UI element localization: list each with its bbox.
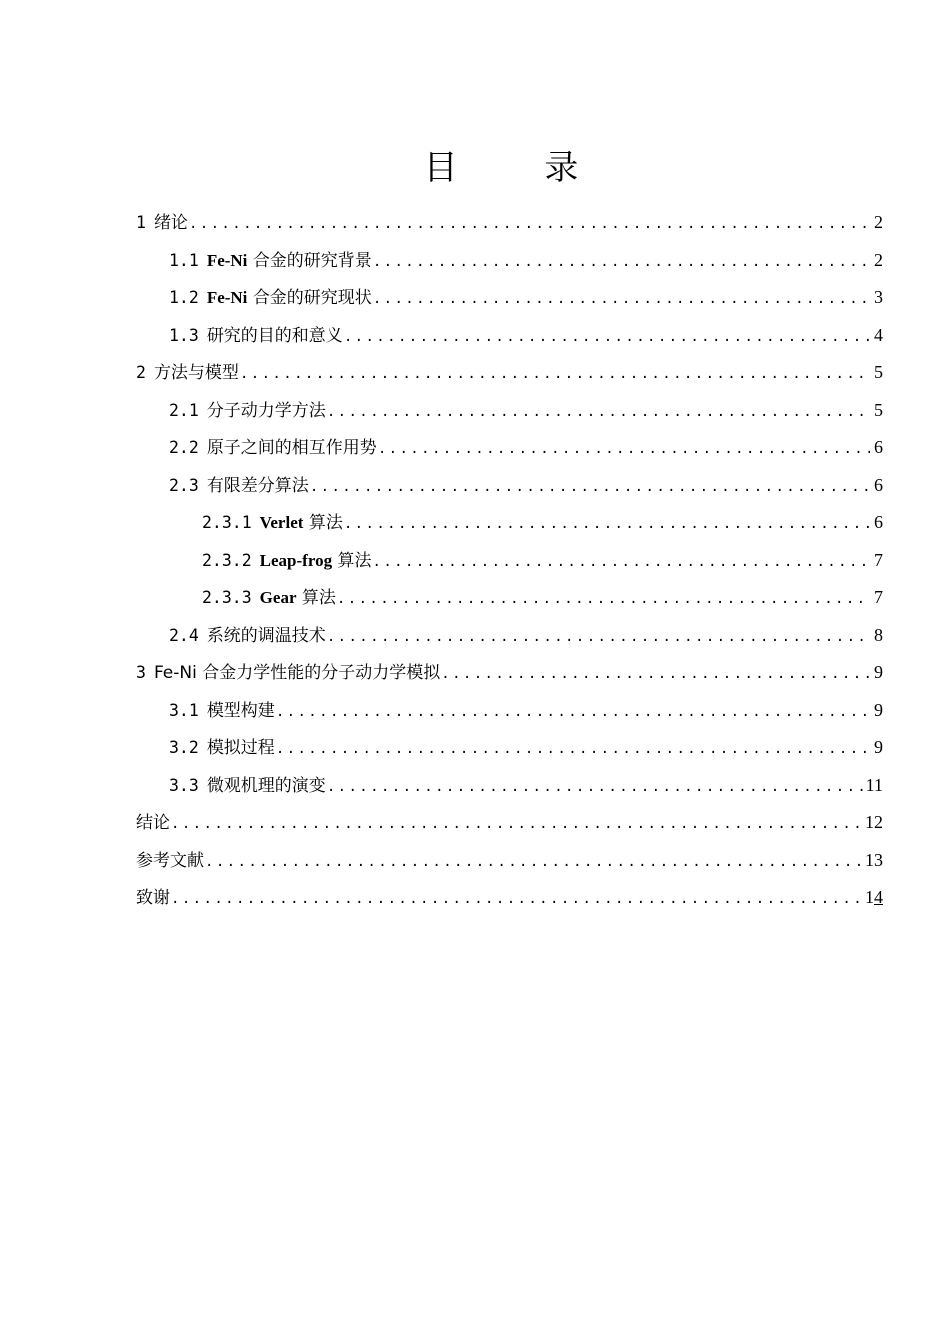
toc-entry[interactable] <box>136 879 883 917</box>
toc-label: 结论 <box>136 813 170 833</box>
toc-entry[interactable] <box>136 804 883 842</box>
dot-leader <box>205 844 862 882</box>
toc-entry[interactable] <box>136 654 883 692</box>
dot-leader <box>189 206 870 244</box>
toc-number: 1.1 <box>169 250 199 270</box>
toc-label: 分子动力学方法 <box>206 400 326 421</box>
toc-number: 2.3.3 <box>202 588 252 607</box>
toc-entry[interactable] <box>136 317 883 355</box>
toc-number: 2.1 <box>169 400 199 420</box>
toc-label: 模型构建 <box>206 700 275 721</box>
toc-entry[interactable] <box>136 429 883 467</box>
toc-page-number <box>865 879 883 917</box>
page-title: 目 录 <box>423 148 617 188</box>
toc-page-number: 6 <box>874 474 883 495</box>
toc-page-number: 6 <box>874 437 883 457</box>
dot-leader <box>372 544 870 582</box>
toc-number: 1.3 <box>169 325 199 345</box>
dot-leader <box>171 806 862 844</box>
toc-page-number: 4 <box>874 324 883 345</box>
toc-entry[interactable] <box>136 692 883 730</box>
toc-page-number: 9 <box>874 699 883 720</box>
toc-number: 3 <box>136 663 146 682</box>
toc-label: 有限差分算法 <box>206 475 309 496</box>
toc-number: 2.4 <box>169 625 199 645</box>
toc-page-number: 2 <box>874 212 883 232</box>
dot-leader <box>344 506 870 544</box>
toc-label-text: 算法 <box>308 513 343 533</box>
toc-label: Fe-Ni 合金力学性能的分子动力学模拟 <box>153 663 441 683</box>
toc-label-text: 合金的研究现状 <box>252 288 372 308</box>
toc-label-bold: Verlet <box>259 513 304 532</box>
dot-leader <box>276 731 870 769</box>
toc-page-number: 12 <box>865 812 883 832</box>
dot-leader <box>327 394 870 432</box>
toc-label-bold: Gear <box>259 588 297 607</box>
dot-leader <box>373 281 870 319</box>
toc-label-bold: Fe-Ni <box>206 250 248 270</box>
toc-label <box>207 279 372 318</box>
toc-page-number: 7 <box>874 587 883 607</box>
toc-entry[interactable] <box>136 279 883 317</box>
toc-entry[interactable] <box>136 204 883 242</box>
dot-leader <box>441 656 870 694</box>
toc-entry[interactable] <box>136 842 883 880</box>
dot-leader <box>337 581 870 619</box>
toc-number: 3.2 <box>169 738 199 757</box>
toc-number: 2.3.2 <box>202 550 252 570</box>
toc-label <box>260 504 343 543</box>
toc-number: 3.1 <box>169 700 199 720</box>
toc-label-bold: Leap-frog <box>259 550 333 570</box>
toc-entry[interactable] <box>136 354 883 392</box>
dot-leader <box>373 244 870 282</box>
toc-label: 系统的调温技术 <box>206 625 326 646</box>
toc-label-text: 算法 <box>337 550 372 571</box>
toc-number: 2.2 <box>169 438 199 457</box>
toc-entry[interactable] <box>136 504 883 542</box>
toc-number: 2.3 <box>169 475 199 495</box>
toc-label: 模拟过程 <box>206 738 275 758</box>
toc-entry[interactable] <box>136 467 883 505</box>
toc-label <box>260 542 372 581</box>
toc-page-digit: 1 <box>865 887 874 907</box>
toc-page-number: 8 <box>874 624 883 645</box>
toc-label-text: 算法 <box>301 588 336 608</box>
toc-label: 研究的目的和意义 <box>206 325 343 346</box>
toc-number: 2 <box>136 363 146 382</box>
toc-entry[interactable] <box>136 729 883 767</box>
toc-number: 1.2 <box>169 288 199 307</box>
dot-leader <box>276 694 870 732</box>
toc-label: 致谢 <box>136 888 170 908</box>
table-of-contents <box>136 204 883 917</box>
toc-page-number: 5 <box>874 399 883 420</box>
toc-page-number: 9 <box>874 737 883 757</box>
toc-page-digit-underlined: 4 <box>874 887 883 907</box>
toc-label <box>207 242 372 281</box>
toc-entry[interactable] <box>136 579 883 617</box>
toc-label: 原子之间的相互作用势 <box>206 438 377 458</box>
toc-number: 3.3 <box>169 775 199 795</box>
toc-label-text: 合金的研究背景 <box>252 250 372 271</box>
toc-page-number: 7 <box>874 549 883 570</box>
toc-entry[interactable] <box>136 542 883 580</box>
toc-entry[interactable] <box>136 392 883 430</box>
toc-label: 参考文献 <box>136 850 204 871</box>
toc-entry[interactable] <box>136 617 883 655</box>
toc-page-number: 5 <box>874 362 883 382</box>
dot-leader <box>310 469 870 507</box>
toc-number: 1 <box>136 213 146 232</box>
dot-leader <box>171 881 862 919</box>
toc-label: 方法与模型 <box>153 363 239 383</box>
toc-label <box>260 579 336 618</box>
toc-page-number: 13 <box>865 849 883 870</box>
dot-leader <box>327 769 863 807</box>
toc-number: 2.3.1 <box>202 513 252 532</box>
dot-leader <box>327 619 870 657</box>
toc-page-number: 3 <box>874 287 883 307</box>
dot-leader <box>240 356 870 394</box>
toc-label: 微观机理的演变 <box>206 775 326 796</box>
toc-entry[interactable] <box>136 242 883 280</box>
toc-page-number: 6 <box>874 512 883 532</box>
dot-leader <box>344 319 870 357</box>
dot-leader <box>378 431 870 469</box>
toc-label: 绪论 <box>153 213 188 233</box>
toc-page-number: 11 <box>865 774 883 795</box>
toc-label-bold: Fe-Ni <box>206 288 248 307</box>
toc-page-number: 9 <box>874 662 883 682</box>
toc-entry[interactable] <box>136 767 883 805</box>
toc-page-number: 2 <box>874 249 883 270</box>
